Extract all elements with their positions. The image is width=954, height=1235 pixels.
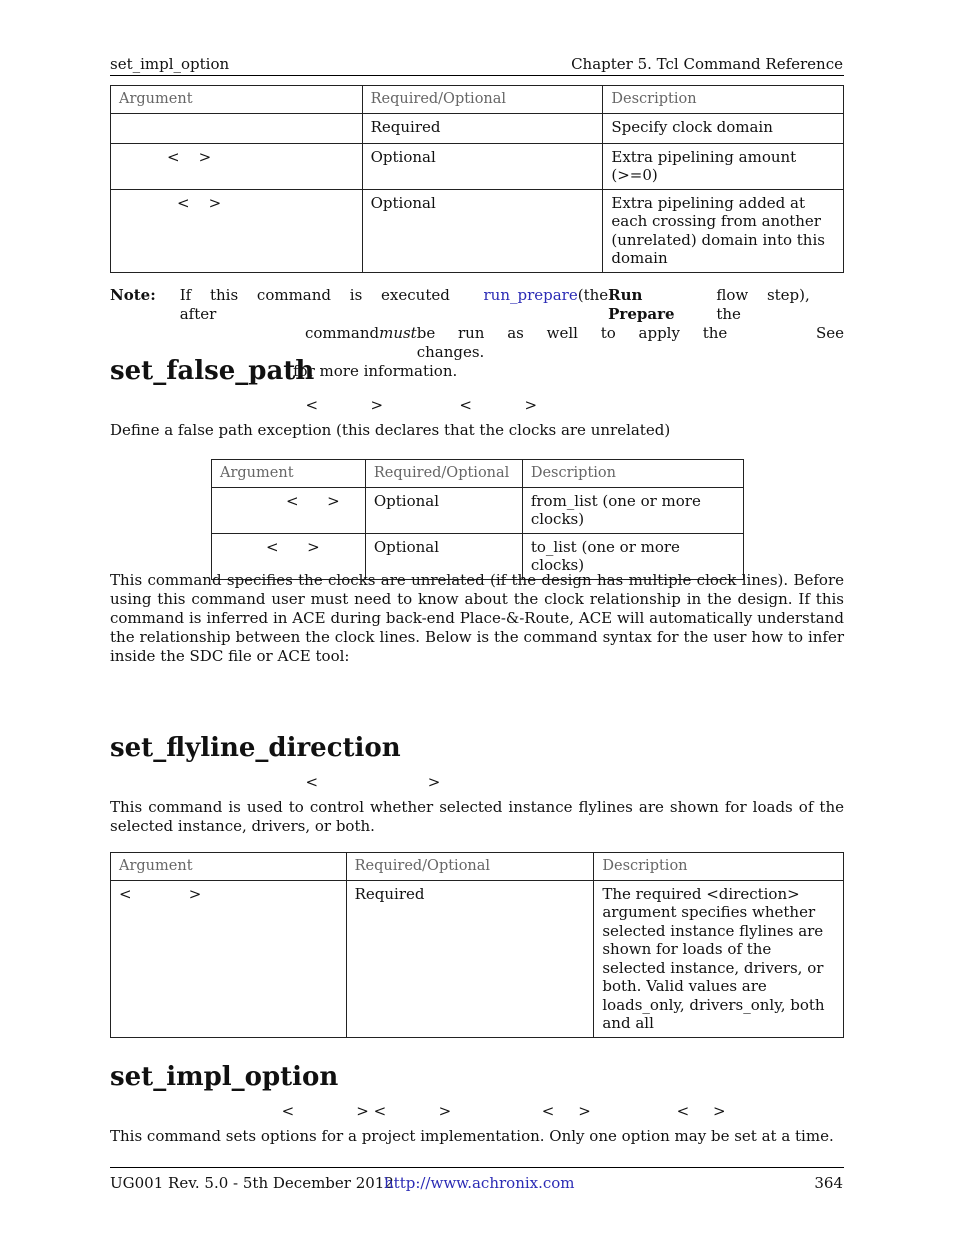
req-cell: Required xyxy=(362,113,603,143)
section-paragraph: This command specifies the clocks are unrelated (if the design has multiple clock lines). Before using this command user must need to know about the clock relationship in the design. If this command is inferred in ACE during back-end Place-&-Route, ACE will automatically understand the relationship between the clock lines. Below is the command syntax for the user how to infer inside the SDC file or ACE tool: xyxy=(110,571,844,665)
desc-cell: Extra pipelining amount (>=0) xyxy=(603,143,844,189)
col-header-required: Required/Optional xyxy=(346,853,594,881)
req-cell: Optional xyxy=(365,533,522,579)
col-header-description: Description xyxy=(594,853,844,881)
desc-cell: Extra pipelining added at each crossing from another (unrelated) domain into this domain xyxy=(603,189,844,272)
arg-cell: < > xyxy=(212,533,366,579)
col-header-description: Description xyxy=(603,86,844,114)
col-header-argument: Argument xyxy=(212,460,366,488)
note-text-4: command xyxy=(305,324,380,342)
note-label: Note: xyxy=(110,286,156,304)
command-syntax xyxy=(110,773,440,791)
syntax-angle: < xyxy=(281,1102,295,1120)
argument-table-2 xyxy=(211,459,744,580)
syntax-angle: < xyxy=(676,1102,690,1120)
note-text-3: flow step), the xyxy=(716,286,810,323)
table-row xyxy=(212,487,744,533)
section-title-set-flyline-direction: set_flyline_direction xyxy=(110,733,401,763)
req-cell: Optional xyxy=(362,189,603,272)
syntax-angle: > xyxy=(524,396,538,414)
note-text-6: for more information. xyxy=(293,362,458,380)
syntax-angle: < xyxy=(305,773,319,791)
desc-cell: from_list (one or more clocks) xyxy=(522,487,743,533)
arg-cell: < > xyxy=(212,487,366,533)
syntax-angle: > xyxy=(438,1102,452,1120)
arg-cell: < > xyxy=(111,143,363,189)
col-header-required: Required/Optional xyxy=(362,86,603,114)
syntax-angle: > xyxy=(370,396,384,414)
note-text-1: If this command is executed after xyxy=(179,286,450,323)
col-header-description: Description xyxy=(522,460,743,488)
command-syntax xyxy=(110,1102,726,1120)
req-cell: Optional xyxy=(362,143,603,189)
table-row xyxy=(111,143,844,189)
desc-cell: Specify clock domain xyxy=(603,113,844,143)
col-header-argument: Argument xyxy=(111,86,363,114)
desc-cell: The required <direction> argument specifies whether selected instance flylines are shown for loads of the selected instance, drivers, or both. Valid values are loads_only, drivers_only, both and all xyxy=(594,880,844,1037)
syntax-angle: < xyxy=(305,396,319,414)
page-number: 364 xyxy=(814,1174,843,1192)
col-header-required: Required/Optional xyxy=(365,460,522,488)
header-rule xyxy=(110,75,844,76)
col-header-argument: Argument xyxy=(111,853,347,881)
syntax-angle: > xyxy=(713,1102,726,1120)
section-description: This command sets options for a project implementation. Only one option may be set at a time. xyxy=(110,1127,834,1145)
table-header-row xyxy=(212,460,744,488)
arg-cell: < > xyxy=(111,189,363,272)
header-left: set_impl_option xyxy=(110,55,230,73)
table-row xyxy=(111,113,844,143)
run-prepare-link[interactable]: run_prepare xyxy=(483,286,578,304)
section-title-set-impl-option: set_impl_option xyxy=(110,1062,339,1092)
desc-cell: to_list (one or more clocks) xyxy=(522,533,743,579)
section-description: This command is used to control whether selected instance flylines are shown for loads of the selected instance, drivers, or both. xyxy=(110,798,844,835)
syntax-angle: < xyxy=(541,1102,555,1120)
syntax-angle: < xyxy=(373,1102,387,1120)
arg-cell xyxy=(111,113,363,143)
footer-rule xyxy=(110,1167,844,1168)
note-text-2: (the xyxy=(577,286,609,304)
req-cell: Required xyxy=(346,880,594,1037)
syntax-angle: > xyxy=(356,1102,369,1120)
note-text-5: be run as well to apply the changes. xyxy=(416,324,728,361)
syntax-angle: > xyxy=(578,1102,591,1120)
table-header-row xyxy=(111,86,844,114)
command-syntax xyxy=(110,396,537,414)
footer-link[interactable]: http://www.achronix.com xyxy=(384,1174,575,1192)
note-see: See xyxy=(815,324,844,342)
syntax-angle: > xyxy=(427,773,441,791)
arg-cell: < > xyxy=(111,880,347,1037)
footer-doc-id: UG001 Rev. 5.0 - 5th December 2012 xyxy=(110,1174,394,1192)
table-row xyxy=(111,189,844,272)
argument-table-3 xyxy=(110,852,844,1038)
table-row xyxy=(111,880,844,1037)
note-must: must xyxy=(379,324,417,342)
note-bold-run-prepare: Run Prepare xyxy=(608,286,675,323)
table-header-row xyxy=(111,853,844,881)
syntax-angle: < xyxy=(459,396,472,414)
section-title-set-false-path: set_false_path xyxy=(110,356,315,386)
section-description: Define a false path exception (this declares that the clocks are unrelated) xyxy=(110,421,671,439)
header-right: Chapter 5. Tcl Command Reference xyxy=(571,55,843,73)
req-cell: Optional xyxy=(365,487,522,533)
argument-table-1 xyxy=(110,85,844,273)
